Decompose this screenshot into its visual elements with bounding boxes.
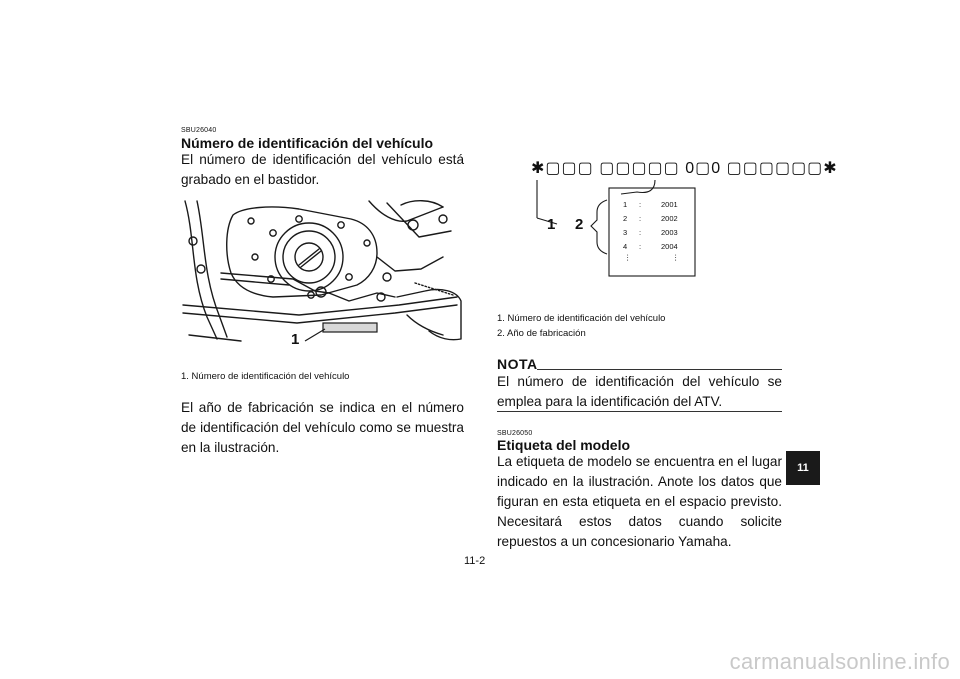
- vin-caption-1: 1. Número de identificación del vehículo: [497, 313, 666, 324]
- continuation-dots: ⋮ ⋮: [624, 253, 680, 262]
- year-paragraph: El año de fabricación se indica en el número de identificación del vehículo como se muestra en la ilustración.: [181, 400, 464, 455]
- section-code: SBU26040: [181, 127, 217, 134]
- year-row: 2 : 2002: [623, 214, 678, 223]
- chapter-tab: 11: [786, 451, 820, 485]
- note-label: NOTA: [497, 356, 538, 372]
- intro-paragraph: El número de identificación del vehículo está grabado en el bastidor.: [181, 152, 464, 187]
- section-code-2: SBU26050: [497, 430, 533, 437]
- section-heading-2: Etiqueta del modelo: [497, 437, 631, 453]
- engine-frame-drawing: [181, 197, 464, 347]
- note-bottom-rule: [497, 411, 782, 412]
- figure-caption: 1. Número de identificación del vehículo: [181, 371, 350, 382]
- watermark: carmanualsonline.info: [729, 649, 950, 674]
- model-label-paragraph: La etiqueta de modelo se encuentra en el lugar indicado en la ilustración. Anote los datos que figuran en esta etiqueta en el espacio previsto. Necesitará estos datos cuando solicite repuestos a un concesionario Yamaha.: [497, 454, 782, 549]
- note-top-rule: [537, 369, 782, 370]
- section-heading: Número de identificación del vehículo: [181, 135, 434, 151]
- note-text: El número de identificación del vehículo se emplea para la identificación del ATV.: [497, 374, 782, 409]
- callout-1: 1: [291, 331, 300, 348]
- vin-caption-2: 2. Año de fabricación: [497, 328, 586, 339]
- year-row: 1 : 2001: [623, 200, 678, 209]
- engine-frame-illustration: [181, 197, 464, 347]
- vin-callout-2: 2: [575, 216, 584, 233]
- vin-year-figure: [497, 150, 838, 280]
- year-row: 4 : 2004: [623, 242, 678, 251]
- page-number: 11-2: [464, 555, 486, 567]
- year-table: [623, 198, 680, 262]
- vin-pattern: ✱▢▢▢ ▢▢▢▢▢ 0▢0 ▢▢▢▢▢▢✱: [531, 160, 838, 177]
- year-row: 3 : 2003: [623, 228, 678, 237]
- vin-callout-1: 1: [547, 216, 556, 233]
